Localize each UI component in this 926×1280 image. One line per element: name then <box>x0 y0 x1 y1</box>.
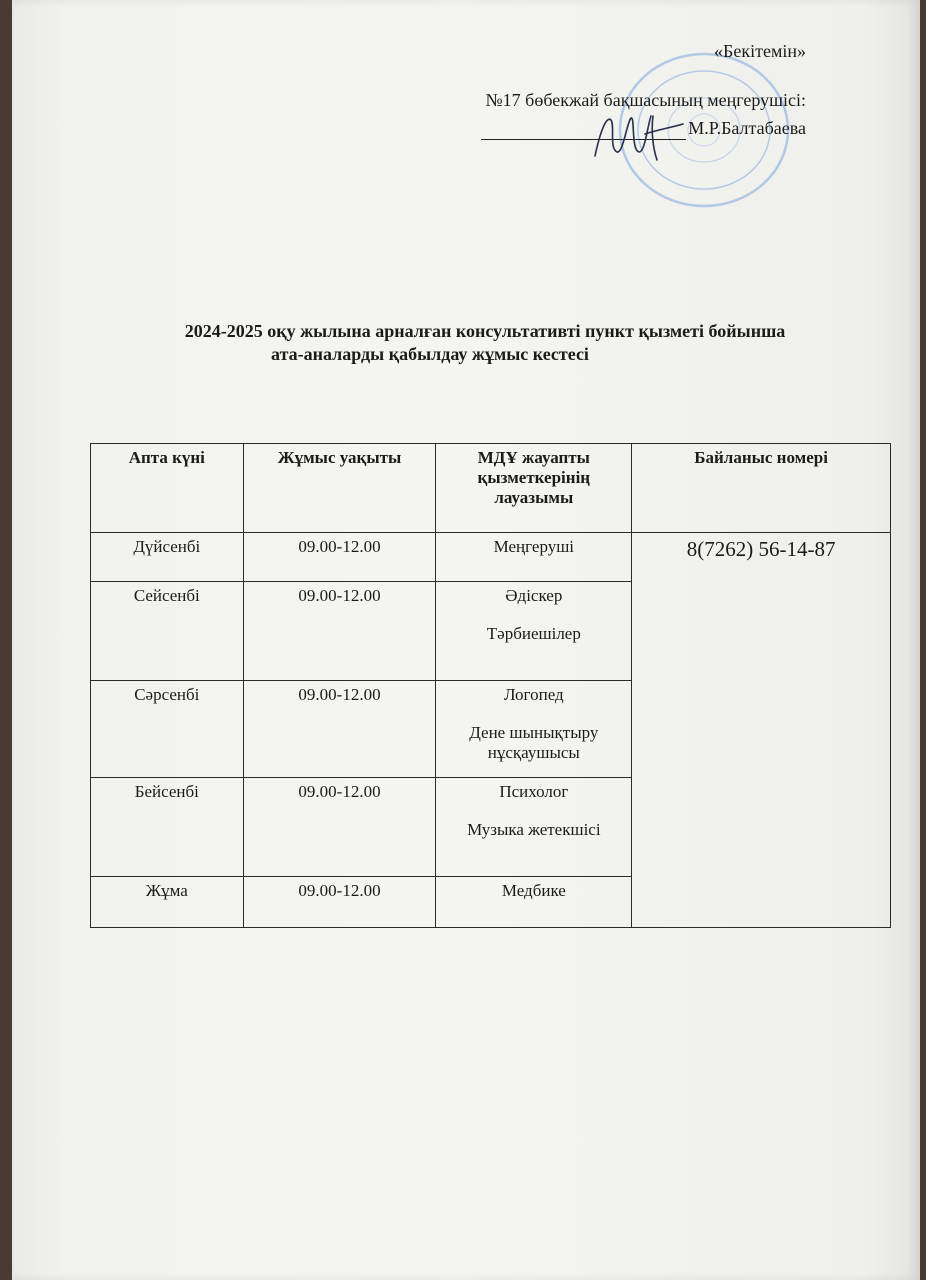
approval-position: №17 бөбекжай бақшасының меңгерушісі: <box>485 89 806 110</box>
position-cell <box>436 778 632 877</box>
time-cell: 09.00-12.00 <box>243 582 436 681</box>
header-time: Жұмыс уақыты <box>243 444 436 533</box>
header-day: Апта күні <box>91 444 244 533</box>
day-cell: Жұма <box>91 877 244 928</box>
schedule-table <box>90 443 891 928</box>
position-text: Меңгеруші <box>493 537 575 556</box>
title-line-1: 2024-2025 оқу жылына арналған консультативті пункт қызметі бойынша <box>184 321 786 341</box>
approver-name: М.Р.Балтабаева <box>688 118 806 138</box>
position-text: Логопед <box>503 685 564 704</box>
position-text: Тәрбиешілер <box>486 624 581 643</box>
header-phone: Байланыс номері <box>632 444 891 533</box>
position-text: Әдіскер <box>505 586 563 605</box>
day-cell: Сейсенбі <box>91 582 244 681</box>
time-cell: 09.00-12.00 <box>243 681 436 778</box>
handwritten-signature <box>587 108 687 166</box>
spacer <box>440 606 627 624</box>
spacer <box>440 705 627 723</box>
position-text: Дене шынықтыру нұсқаушысы <box>469 723 599 762</box>
time-cell: 09.00-12.00 <box>243 778 436 877</box>
position-cell <box>436 582 632 681</box>
position-cell <box>436 681 632 778</box>
spacer <box>440 802 627 820</box>
day-cell: Сәрсенбі <box>91 681 244 778</box>
day-cell: Дүйсенбі <box>91 533 244 582</box>
phone-cell: 8(7262) 56-14-87 <box>632 533 891 928</box>
position-text: Музыка жетекшісі <box>467 820 601 839</box>
position-text: Медбике <box>501 881 566 900</box>
document-page <box>12 0 920 1280</box>
position-cell <box>436 877 632 928</box>
day-cell: Бейсенбі <box>91 778 244 877</box>
header-position: МДҰ жауапты қызметкерінің лауазымы <box>436 444 632 533</box>
title-line-2: ата-аналарды қабылдау жұмыс кестесі <box>271 344 589 365</box>
table-row <box>91 533 891 582</box>
position-cell <box>436 533 632 582</box>
time-cell: 09.00-12.00 <box>243 877 436 928</box>
time-cell: 09.00-12.00 <box>243 533 436 582</box>
document-title <box>12 320 926 367</box>
approval-label: «Бекітемін» <box>714 41 806 61</box>
table-header-row <box>91 444 891 533</box>
position-text: Психолог <box>499 782 569 801</box>
